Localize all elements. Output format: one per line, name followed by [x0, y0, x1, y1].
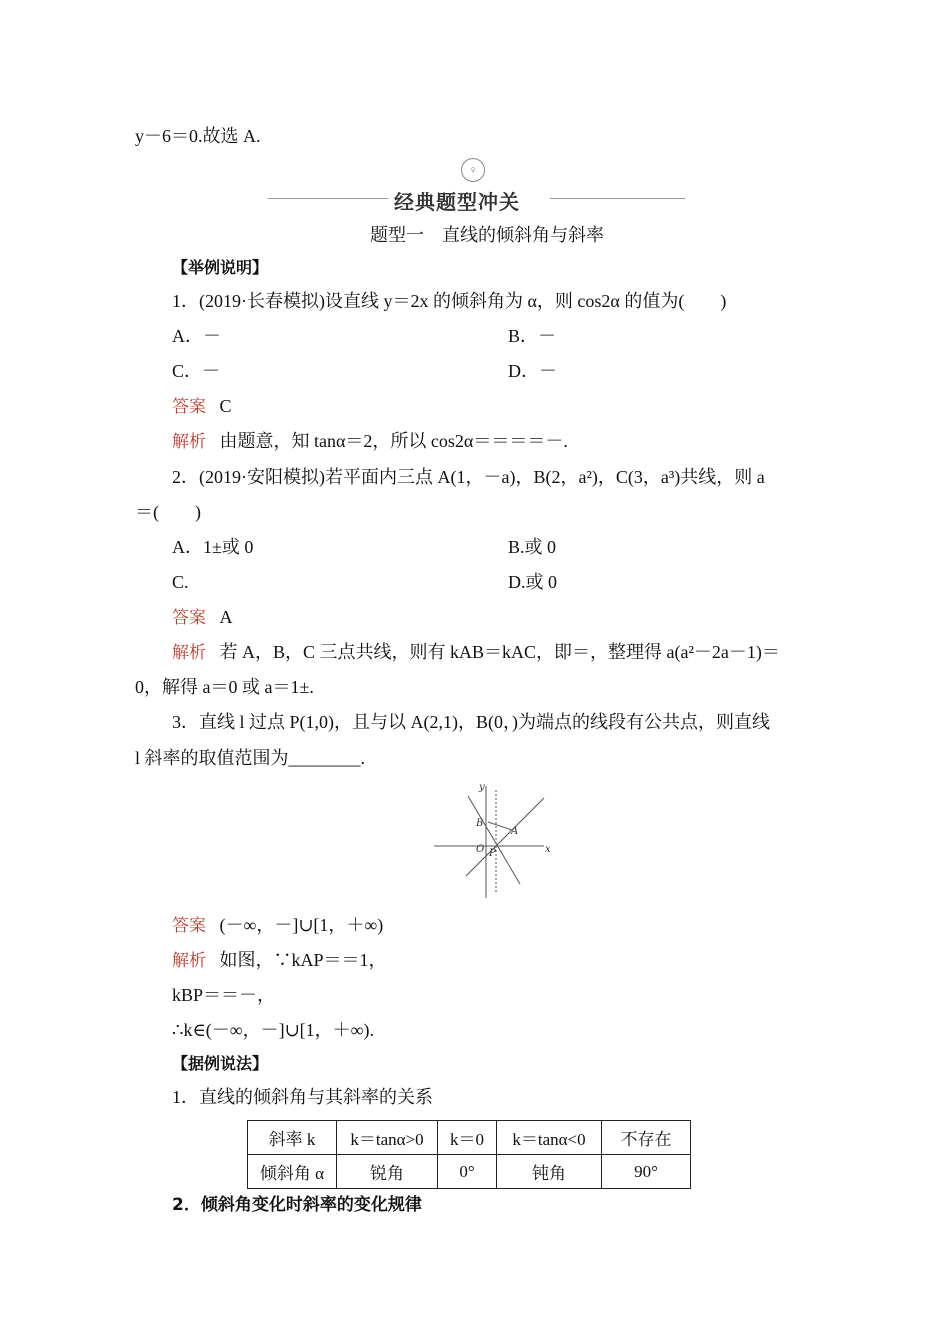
y-axis-label: y [479, 782, 485, 793]
question-3-stem-line1: 3．直线 l 过点 P(1,0)，且与以 A(2,1)，B(0，)为端点的线段有公共点，则直线 [172, 712, 770, 732]
question-1-stem: 1．(2019·长春模拟)设直线 y＝2x 的倾斜角为 α，则 cos2α 的值为( ) [172, 291, 727, 311]
q2-option-b: B.或 0 [508, 537, 557, 557]
origin-label: O [476, 844, 485, 855]
q3-answer: (－∞，－]∪[1，＋∞) [219, 915, 384, 935]
table-cell: k＝tanα>0 [337, 1121, 438, 1155]
table-row [248, 1121, 691, 1155]
line-through-b-p [468, 796, 520, 884]
method-tag: 【据例说法】 [172, 1054, 269, 1073]
q2-answer: A [219, 607, 233, 627]
q3-analysis-line2: kBP＝＝－， [172, 985, 276, 1005]
q2-option-c: C. [172, 572, 189, 592]
q1-option-a: A．－ [172, 326, 221, 346]
q1-answer: C [219, 396, 232, 416]
lightbulb-icon: ♀ [461, 158, 485, 182]
analysis-label: 解析 [172, 951, 206, 971]
question-3-stem-line2: l 斜率的取值范围为________. [135, 748, 366, 768]
q1-option-c: C．－ [172, 361, 221, 381]
point-p-label: P [489, 848, 496, 859]
table-cell: 90° [602, 1155, 691, 1189]
line-through-a-p [466, 798, 544, 876]
q1-analysis: 由题意，知 tanα＝2，所以 cos2α＝＝＝＝－. [219, 431, 568, 451]
answer-label: 答案 [172, 608, 206, 628]
q2-analysis-line1: 若 A，B，C 三点共线，则有 kAB＝kAC，即＝，整理得 a(a²－2a－1)＝ [219, 642, 780, 662]
question-2-stem-line1: 2．(2019·安阳模拟)若平面内三点 A(1，－a)，B(2，a²)，C(3，a³)共线，则 a [172, 467, 765, 487]
q1-analysis-row [172, 429, 568, 454]
table-cell: 钝角 [497, 1155, 602, 1189]
q2-option-a: A．1±或 0 [172, 537, 254, 557]
answer-label: 答案 [172, 916, 206, 936]
q3-figure [432, 780, 556, 900]
banner-rule-right [550, 198, 685, 199]
analysis-label: 解析 [172, 432, 206, 452]
point-a-label: A [511, 826, 519, 837]
table-cell: 锐角 [337, 1155, 438, 1189]
segment-ab [488, 822, 512, 830]
q1-option-d: D．－ [508, 361, 557, 381]
q2-analysis-line2: 0，解得 a＝0 或 a＝1±. [135, 677, 314, 697]
table-row [248, 1155, 691, 1189]
q2-answer-row [172, 605, 233, 630]
x-axis-label: x [545, 844, 551, 855]
table-cell: 不存在 [602, 1121, 691, 1155]
table-cell: k＝0 [438, 1121, 497, 1155]
slope-angle-table [247, 1120, 691, 1189]
q3-answer-row [172, 913, 383, 938]
q3-analysis-line3: ∴k∈(－∞，－]∪[1，＋∞). [172, 1020, 374, 1040]
q1-option-b: B．－ [508, 326, 557, 346]
point-1-heading: 1．直线的倾斜角与其斜率的关系 [172, 1087, 433, 1107]
analysis-label: 解析 [172, 643, 206, 663]
q1-answer-row [172, 394, 232, 419]
table-cell: 斜率 k [248, 1121, 337, 1155]
table-cell: 倾斜角 α [248, 1155, 337, 1189]
q3-analysis-line1: 如图，∵kAP＝＝1， [219, 950, 387, 970]
q3-analysis-row [172, 948, 387, 973]
table-cell: 0° [438, 1155, 497, 1189]
banner-rule-left [268, 198, 388, 199]
answer-label: 答案 [172, 397, 206, 417]
q2-option-d: D.或 0 [508, 572, 557, 592]
example-tag: 【举例说明】 [172, 258, 269, 277]
q2-analysis-row [172, 640, 780, 665]
section-title: 题型一 直线的倾斜角与斜率 [370, 225, 604, 245]
banner-title: 经典题型冲关 [394, 190, 520, 214]
point-b-label: B [476, 818, 484, 829]
previous-solution-end: y－6＝0.故选 A. [135, 126, 261, 146]
table-cell: k＝tanα<0 [497, 1121, 602, 1155]
point-2-heading: 2．倾斜角变化时斜率的变化规律 [172, 1195, 422, 1215]
question-2-stem-line2: ＝( ) [135, 502, 201, 522]
